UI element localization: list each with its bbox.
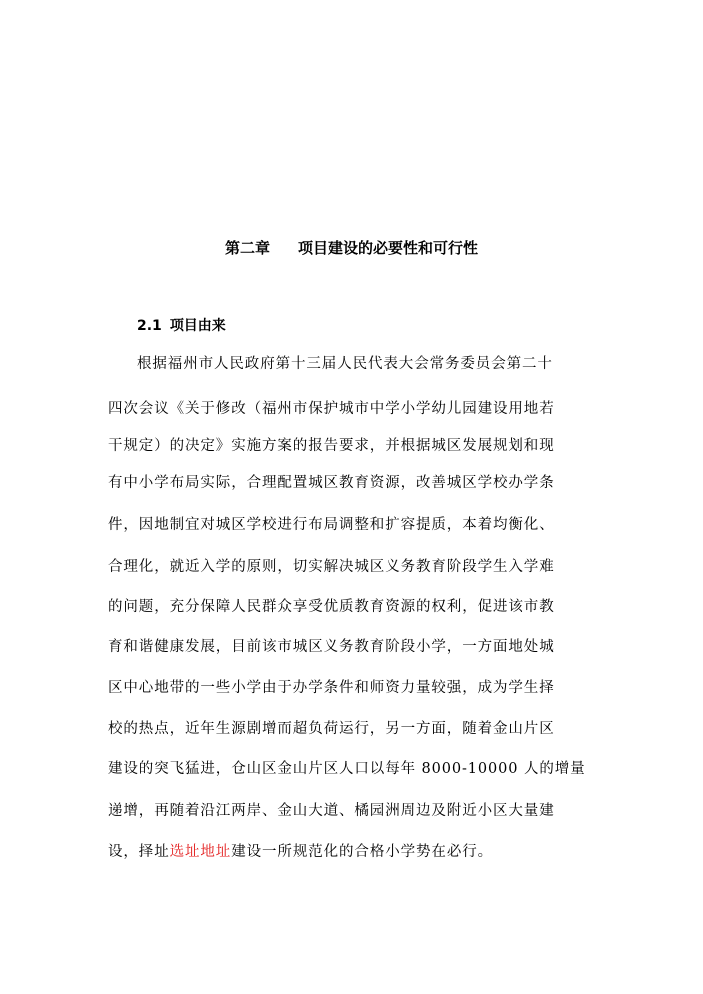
section-number: 2.1 [137,318,162,334]
paragraph-line: 四次会议《关于修改（福州市保护城市中学小学幼儿园建设用地若 [108,401,555,417]
section-title: 项目由来 [169,318,226,334]
paragraph-line: 件，因地制宜对城区学校进行布局调整和扩容提质，本着均衡化、 [108,517,555,533]
paragraph-line: 合理化，就近入学的原则，切实解决城区义务教育阶段学生入学难 [108,559,555,575]
line-text: 设，择址 [108,844,170,860]
paragraph-line: 递增，再随着沿江两岸、金山大道、橘园洲周边及附近小区大量建 [108,803,555,819]
paragraph-line: 建设的突飞猛进，仓山区金山片区人口以每年 8000-10000 人的增量 [108,761,586,777]
paragraph-line: 根据福州市人民政府第十三届人民代表大会常务委员会第二十 [137,356,553,372]
paragraph-line: 的问题，充分保障人民群众享受优质教育资源的权利，促进该市教 [108,599,555,615]
highlighted-text: 选址地址 [169,844,232,860]
chapter-title: 项目建设的必要性和可行性 [298,239,479,257]
paragraph-line: 育和谐健康发展，目前该市城区义务教育阶段小学，一方面地处城 [108,639,555,655]
paragraph-line: 干规定）的决定》实施方案的报告要求，并根据城区发展规划和现 [108,438,555,454]
chapter-label: 第二章 [224,239,270,257]
section-heading [137,316,226,336]
line-text: 建设一所规范化的合格小学势在必行。 [231,844,494,860]
paragraph-line: 区中心地带的一些小学由于办学条件和师资力量较强，成为学生择 [108,680,555,696]
chapter-heading [0,238,703,258]
paragraph-line-last [108,842,588,862]
paragraph-line: 校的热点，近年生源剧增而超负荷运行，另一方面，随着金山片区 [108,721,555,737]
paragraph-line: 有中小学布局实际，合理配置城区教育资源，改善城区学校办学条 [108,475,555,491]
